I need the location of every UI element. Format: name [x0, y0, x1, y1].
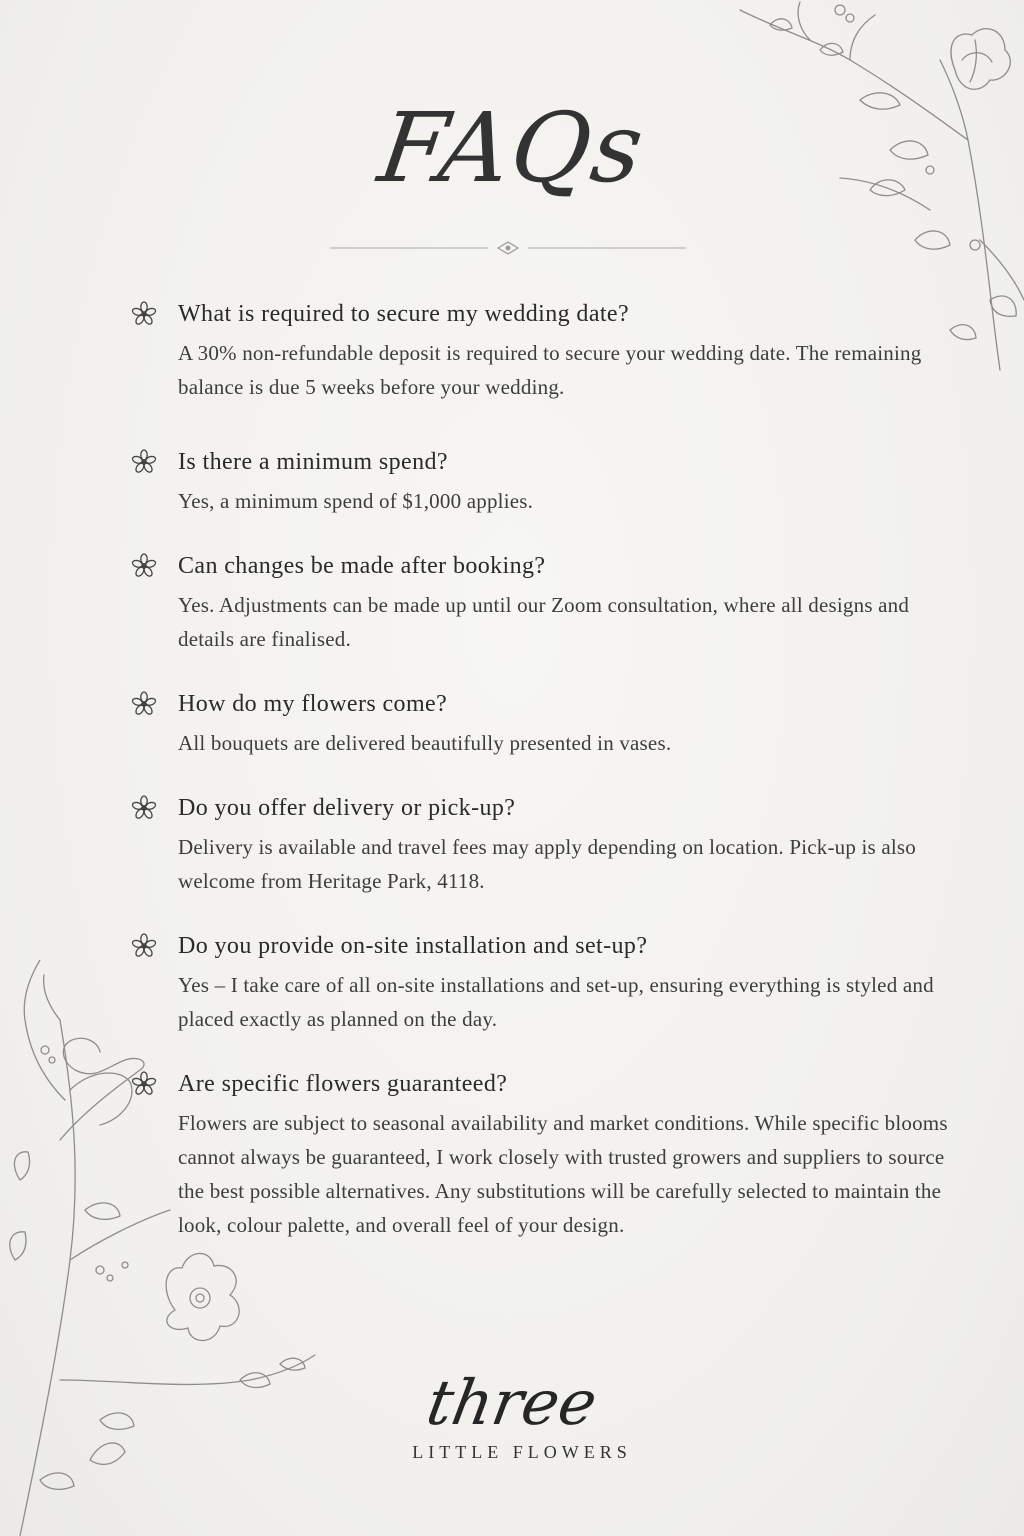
faq-answer: A 30% non-refundable deposit is required to secure your wedding date. The remaining balance is due 5 weeks before your wedding.	[178, 341, 922, 399]
faq-answer: Yes. Adjustments can be made up until our Zoom consultation, where all designs and details are finalised.	[178, 593, 910, 651]
faq-item	[128, 1066, 958, 1242]
flower-bullet-icon	[128, 550, 160, 582]
faq-question: Are specific flowers guaranteed?	[178, 1071, 508, 1097]
brand-logo	[0, 1368, 1024, 1463]
faq-answer: Yes, a minimum spend of $1,000 applies.	[178, 489, 534, 513]
faq-answer: Flowers are subject to seasonal availability and market conditions. While specific blooms cannot always be guaranteed, I work closely with trusted growers and suppliers to source the best possible alternatives. Any substitutions will be carefully selected to maintain the look, colour palette, and overall feel of your design.	[178, 1111, 948, 1237]
faq-question: Do you offer delivery or pick-up?	[178, 795, 516, 821]
flower-bullet-icon	[128, 792, 160, 824]
flower-bullet-icon	[128, 298, 160, 330]
faq-item	[128, 548, 958, 656]
faq-question: Do you provide on-site installation and set-up?	[178, 933, 648, 959]
faq-item	[128, 928, 958, 1036]
ornament-divider-icon	[330, 238, 686, 258]
faq-item	[128, 686, 958, 760]
faq-answer: Yes – I take care of all on-site installations and set-up, ensuring everything is styled and placed exactly as planned on the day.	[178, 973, 934, 1031]
flower-bullet-icon	[128, 930, 160, 962]
faq-question: How do my flowers come?	[178, 691, 448, 717]
page-title: FAQs	[372, 92, 652, 204]
faq-item	[128, 444, 958, 518]
faq-question: Is there a minimum spend?	[178, 449, 448, 475]
flower-bullet-icon	[128, 446, 160, 478]
faq-answer: All bouquets are delivered beautifully presented in vases.	[178, 731, 672, 755]
faq-question: Can changes be made after booking?	[178, 553, 546, 579]
faq-question: What is required to secure my wedding date?	[178, 301, 630, 327]
faq-item	[128, 296, 958, 404]
faq-answer: Delivery is available and travel fees may apply depending on location. Pick-up is also welcome from Heritage Park, 4118.	[178, 835, 916, 893]
flower-bullet-icon	[128, 688, 160, 720]
brand-script-wordmark: three	[421, 1366, 603, 1439]
faq-item	[128, 790, 958, 898]
brand-subtitle: LITTLE FLOWERS	[412, 1442, 632, 1462]
flower-bullet-icon	[128, 1068, 160, 1100]
